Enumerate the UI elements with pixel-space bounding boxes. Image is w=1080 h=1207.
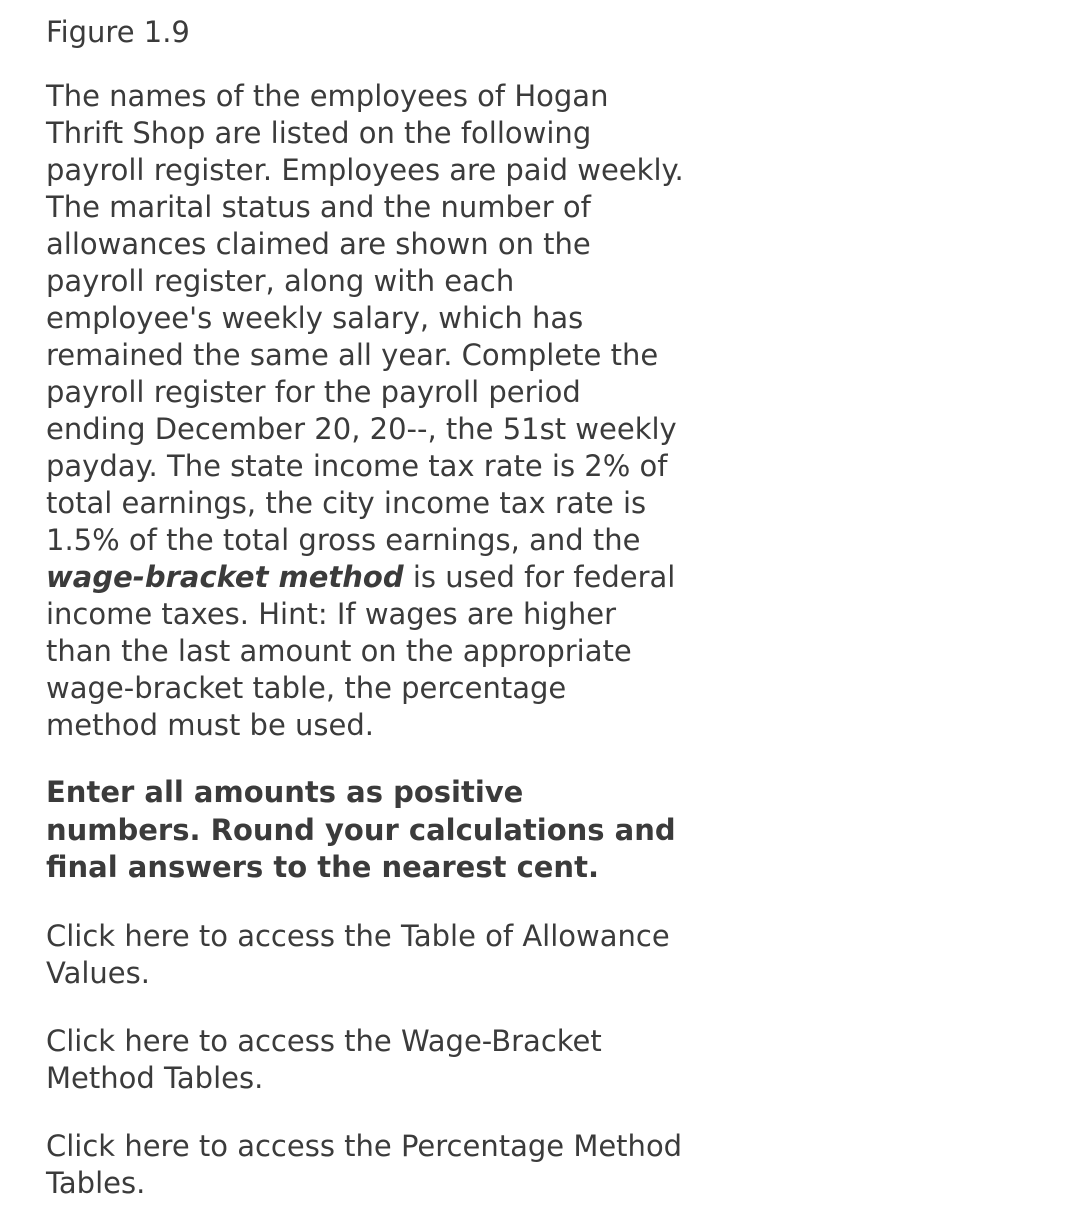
problem-content — [46, 12, 686, 1202]
rounding-instructions: Enter all amounts as positive numbers. Round your calculations and final answers to the nearest cent. — [46, 775, 676, 884]
problem-description — [46, 78, 686, 744]
problem-text-before: The names of the employees of Hogan Thrift Shop are listed on the following payroll register. Employees are paid weekly. The marital status and the number of allowances claimed are shown on the payroll register, along with each employee's weekly salary, which has remained the same all year. Complete the payroll register for the payroll period ending December 20, 20--, the 51st weekly payday. The state income tax rate is 2% of total earnings, the city income tax rate is 1.5% of the total gross earnings, and the — [46, 79, 684, 557]
allowance-values-link[interactable]: Click here to access the Table of Allowance Values. — [46, 918, 670, 990]
problem-text-after: is used for federal income taxes. Hint: If wages are higher than the last amount on the appropriate wage-bracket table, the percentage method must be used. — [46, 560, 676, 742]
percentage-method-tables-link[interactable]: Click here to access the Percentage Method Tables. — [46, 1128, 683, 1200]
wage-bracket-emphasis: wage-bracket method — [46, 560, 404, 594]
figure-label: Figure 1.9 — [46, 15, 190, 49]
wage-bracket-tables-link[interactable]: Click here to access the Wage-Bracket Method Tables. — [46, 1023, 602, 1095]
